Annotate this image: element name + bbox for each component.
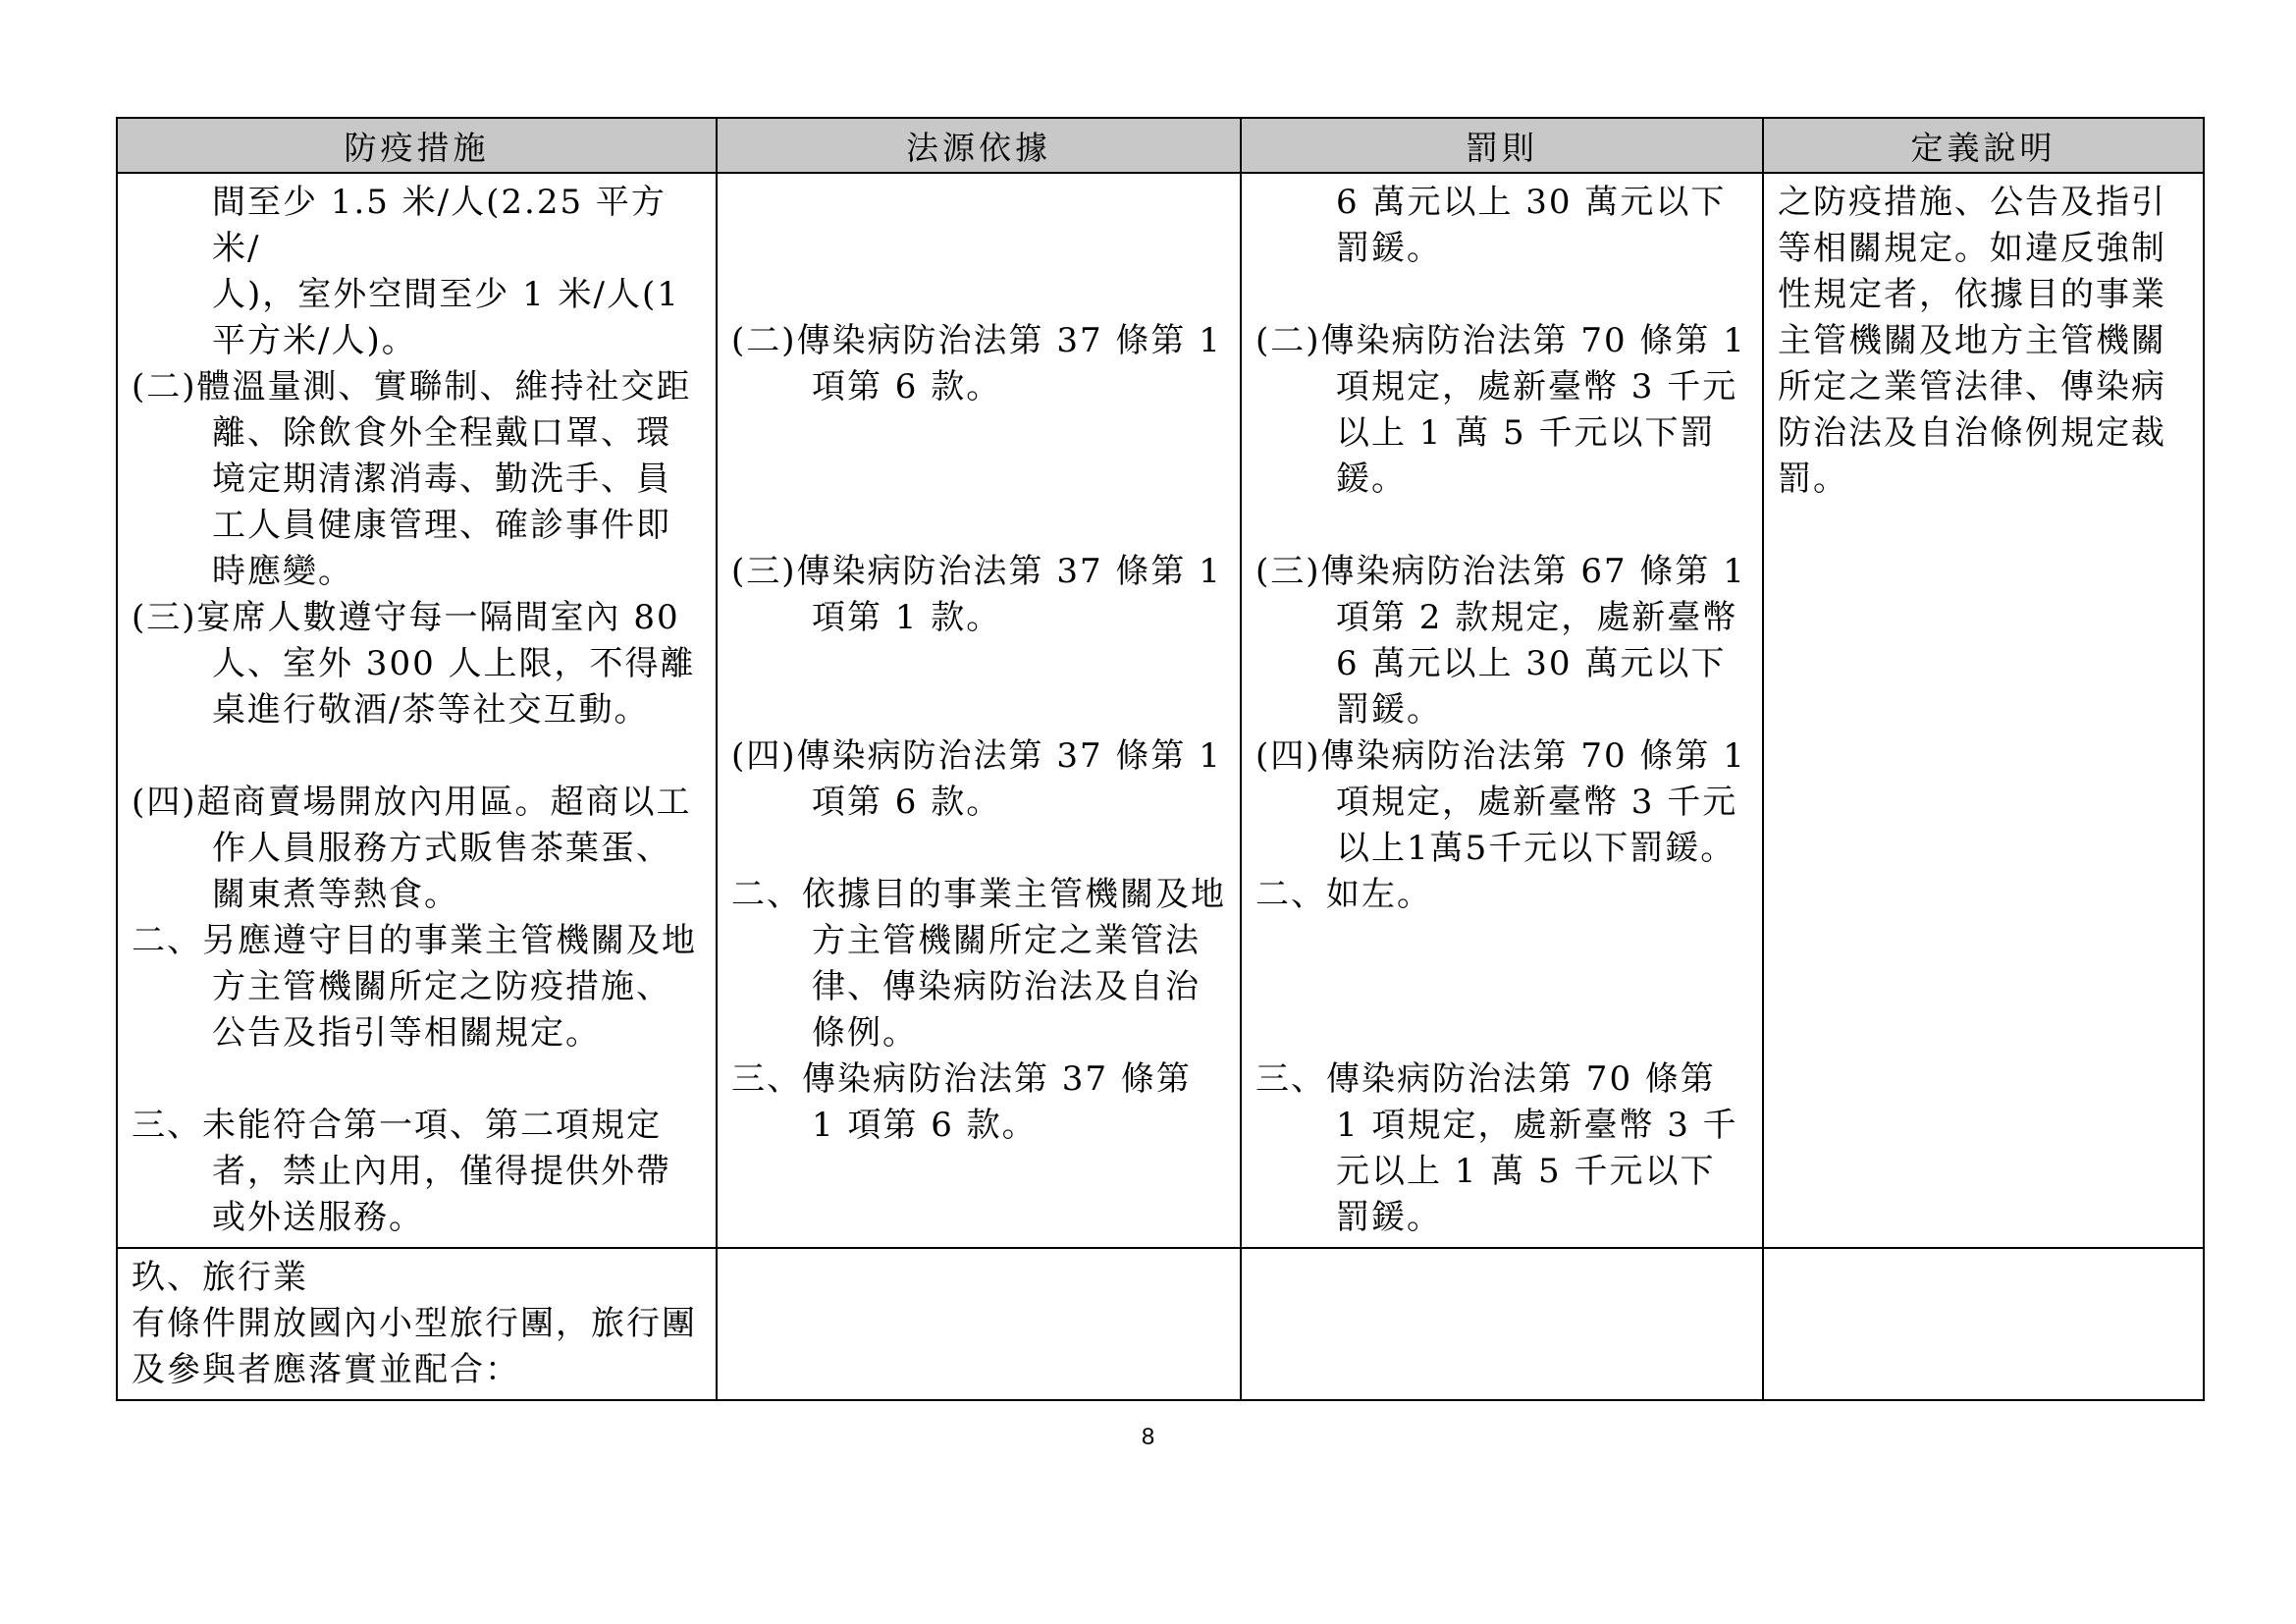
- paragraph: (二)傳染病防治法第 37 條第 1 項第 6 款。: [731, 321, 1222, 406]
- section-title: 玖、旅行業: [132, 1258, 308, 1297]
- spacer: [731, 826, 1226, 872]
- paragraph: 間至少 1.5 米/人(2.25 平方米/: [212, 183, 667, 268]
- paragraph: 人)，室外空間至少 1 米/人(1: [212, 275, 680, 314]
- paragraph: 二、依據目的事業主管機關及地方主管機關所定之業管法律、傳染病防治法及自治條例。: [731, 875, 1226, 1053]
- paragraph: (三)宴席人數遵守每一隔間室內 80 人、室外 300 人上限，不得離桌進行敬酒/茶等社交互動。: [132, 598, 696, 730]
- header-measures: 防疫措施: [117, 118, 717, 173]
- paragraph: (四)超商賣場開放內用區。超商以工作人員服務方式販售茶葉蛋、關東煮等熱食。: [132, 783, 692, 914]
- measures-content: [118, 174, 716, 1247]
- cell-penalty: [1241, 173, 1763, 1248]
- spacer: [731, 503, 1226, 549]
- spacer: [1255, 503, 1748, 549]
- paragraph: 三、未能符合第一項、第二項規定者，禁止內用，僅得提供外帶或外送服務。: [132, 1106, 671, 1237]
- header-definition: 定義說明: [1763, 118, 2204, 173]
- paragraph: 平方米/人)。: [212, 321, 417, 360]
- table-row: [117, 173, 2204, 1248]
- paragraph: 6 萬元以上 30 萬元以下: [1336, 183, 1727, 222]
- spacer: [731, 180, 1226, 226]
- paragraph: (二)傳染病防治法第 70 條第 1 項規定，處新臺幣 3 千元以上 1 萬 5 千元以下罰鍰。: [1255, 321, 1746, 499]
- header-row: [117, 118, 2204, 173]
- spacer: [731, 687, 1226, 733]
- paragraph: (四)傳染病防治法第 70 條第 1 項規定，處新臺幣 3 千元以上1萬5千元以下罰鍰。: [1255, 736, 1746, 868]
- spacer: [731, 457, 1226, 503]
- definition-content: [1764, 174, 2203, 509]
- cell-definition: [1763, 173, 2204, 1248]
- spacer: [1255, 964, 1748, 1010]
- paragraph: (三)傳染病防治法第 37 條第 1 項第 1 款。: [731, 552, 1222, 637]
- paragraph: 二、如左。: [1255, 875, 1432, 914]
- spacer: [1255, 918, 1748, 964]
- spacer: [731, 410, 1226, 457]
- spacer: [132, 1056, 702, 1103]
- spacer: [1255, 1010, 1748, 1056]
- spacer: [731, 226, 1226, 272]
- header-legal-basis: 法源依據: [717, 118, 1241, 173]
- cell-legal-basis: [717, 1248, 1241, 1400]
- header-penalty: 罰則: [1241, 118, 1763, 173]
- cell-definition: [1763, 1248, 2204, 1400]
- penalty-content: [1242, 174, 1762, 1247]
- paragraph: (二)體溫量測、實聯制、維持社交距離、除飲食外全程戴口罩、環境定期清潔消毒、勤洗手、員工人員健康管理、確診事件即時應變。: [132, 367, 692, 591]
- paragraph: 三、傳染病防治法第 37 條第 1 項第 6 款。: [731, 1059, 1192, 1145]
- spacer: [731, 272, 1226, 318]
- spacer: [132, 733, 702, 780]
- paragraph: 二、另應遵守目的事業主管機關及地方主管機關所定之防疫措施、公告及指引等相關規定。: [132, 921, 697, 1053]
- cell-legal-basis: [717, 173, 1241, 1248]
- spacer: [1255, 272, 1748, 318]
- paragraph: 三、傳染病防治法第 70 條第 1 項規定，處新臺幣 3 千元以上 1 萬 5 千元以下罰鍰。: [1255, 1059, 1738, 1237]
- paragraph: (三)傳染病防治法第 67 條第 1 項第 2 款規定，處新臺幣 6 萬元以上 30 萬元以下罰鍰。: [1255, 552, 1746, 730]
- paragraph: 罰鍰。: [1336, 229, 1442, 268]
- cell-measures: [117, 173, 717, 1248]
- cell-measures: [117, 1248, 717, 1400]
- legal-basis-content: [718, 174, 1240, 1155]
- page-number: 8: [1141, 1424, 1155, 1450]
- paragraph: 之防疫措施、公告及指引等相關規定。如違反強制性規定者，依據目的事業主管機關及地方主管機關所定之業管法律、傳染病防治法及自治條例規定裁罰。: [1778, 183, 2166, 499]
- spacer: [731, 641, 1226, 687]
- regulation-table: [116, 117, 2205, 1401]
- section-text: 有條件開放國內小型旅行團，旅行團及參與者應落實並配合：: [132, 1304, 697, 1389]
- table-row: [117, 1248, 2204, 1400]
- paragraph: (四)傳染病防治法第 37 條第 1 項第 6 款。: [731, 736, 1222, 822]
- cell-penalty: [1241, 1248, 1763, 1400]
